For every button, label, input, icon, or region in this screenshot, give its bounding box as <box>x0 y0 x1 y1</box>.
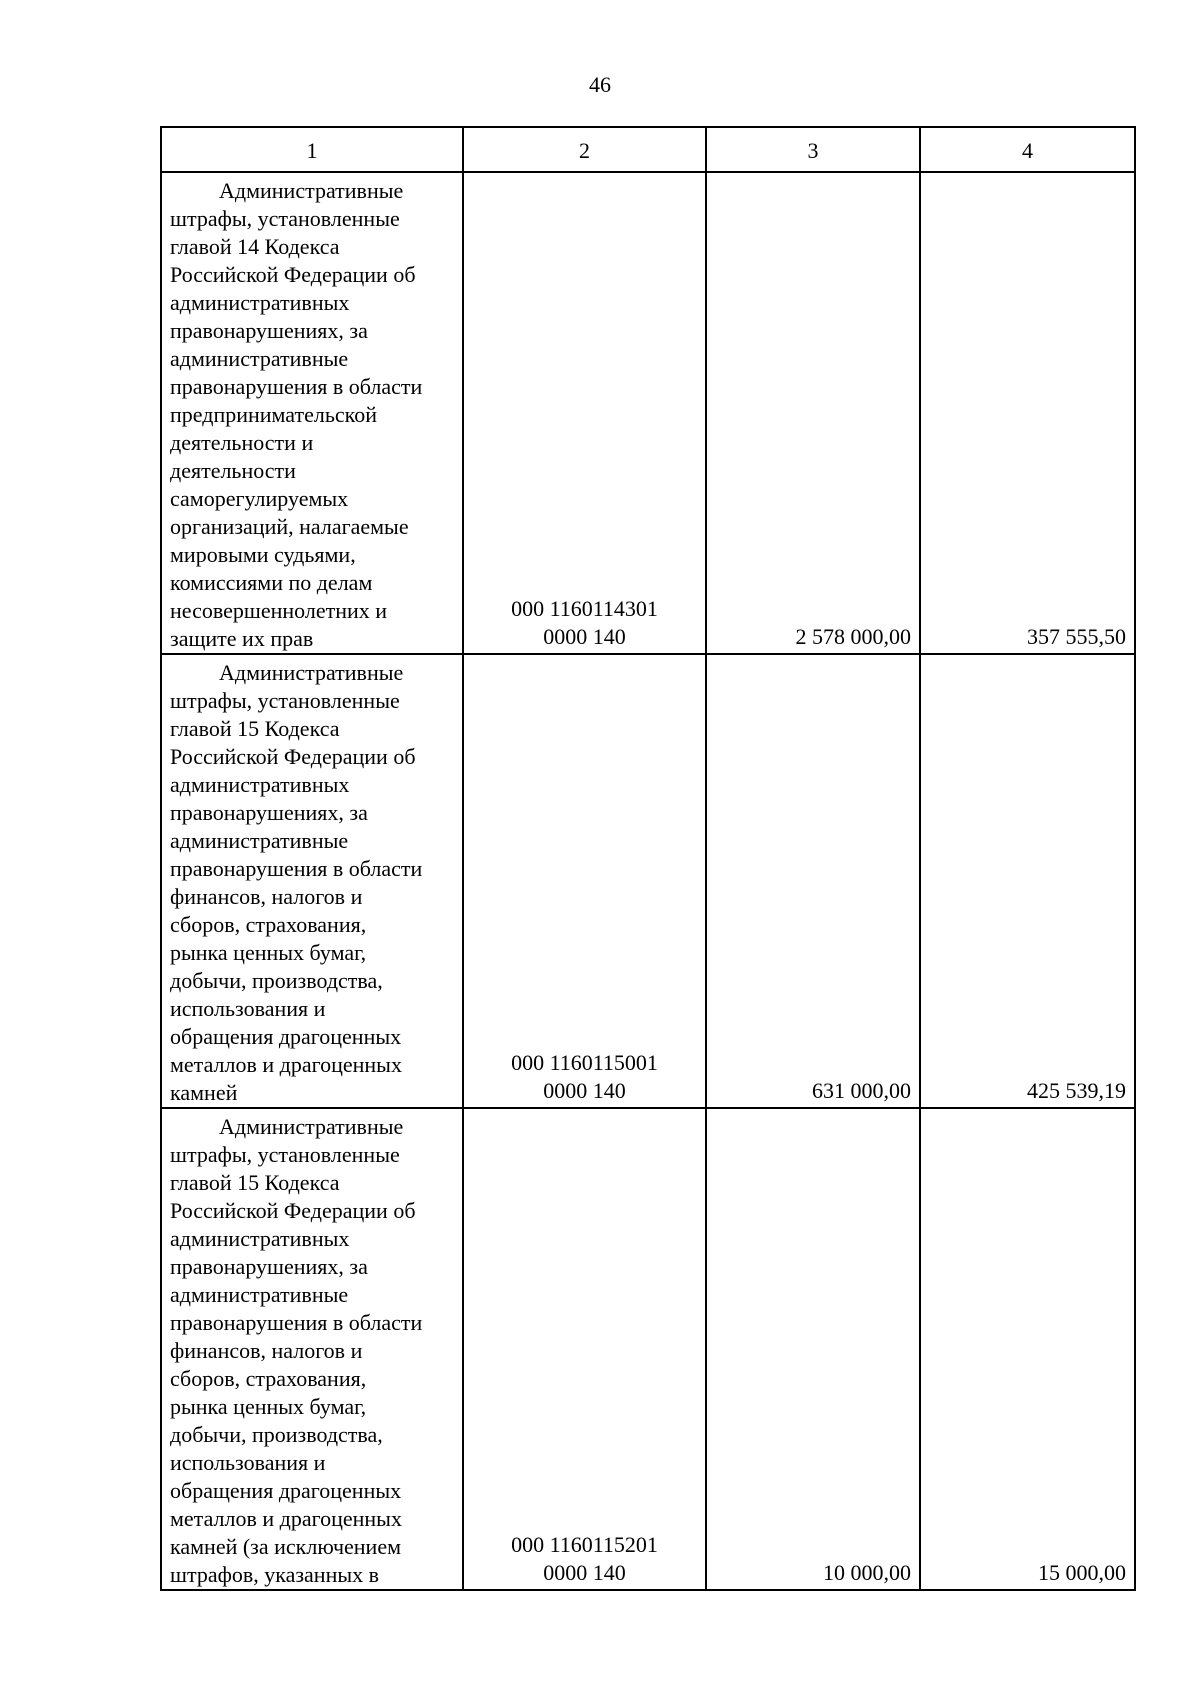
code-text: 000 1160115201 0000 140 <box>511 1532 658 1585</box>
budget-table <box>160 126 1136 1591</box>
code-cell <box>463 1108 706 1590</box>
value-col4-cell: 357 555,50 <box>920 172 1135 654</box>
description-text: Административные штрафы, установленные главой 15 Кодекса Российской Федерации об административных правонарушениях, за административные правонарушения в области финансов, налогов и сборов, страхования, рынка ценных бумаг, добычи, производства, использования и обращения драгоценных металлов и драгоценных камней <box>170 660 423 1105</box>
table-header-row <box>161 127 1135 172</box>
description-text: Административные штрафы, установленные главой 15 Кодекса Российской Федерации об административных правонарушениях, за административные правонарушения в области финансов, налогов и сборов, страхования, рынка ценных бумаг, добычи, производства, использования и обращения драгоценных металлов и драгоценных камней (за исключением штрафов, указанных в <box>170 1114 423 1587</box>
description-cell <box>161 654 463 1108</box>
table-row <box>161 654 1135 1108</box>
value-col3-cell: 631 000,00 <box>706 654 920 1108</box>
column-header-2: 2 <box>463 127 706 172</box>
value-col4-cell: 425 539,19 <box>920 654 1135 1108</box>
code-cell <box>463 172 706 654</box>
description-cell <box>161 1108 463 1590</box>
description-cell <box>161 172 463 654</box>
column-header-3: 3 <box>706 127 920 172</box>
code-text: 000 1160115001 0000 140 <box>511 1050 658 1103</box>
code-cell <box>463 654 706 1108</box>
description-text: Административные штрафы, установленные главой 14 Кодекса Российской Федерации об административных правонарушениях, за административные правонарушения в области предпринимательской деятельности и деятельности саморегулируемых организаций, налагаемые мировыми судьями, комиссиями по делам несовершеннолетних и защите их прав <box>170 178 423 651</box>
value-col4-cell: 15 000,00 <box>920 1108 1135 1590</box>
value-col3-cell: 2 578 000,00 <box>706 172 920 654</box>
page-number: 46 <box>589 72 611 97</box>
table-row <box>161 1108 1135 1590</box>
column-header-4: 4 <box>920 127 1135 172</box>
column-header-1: 1 <box>161 127 463 172</box>
code-text: 000 1160114301 0000 140 <box>511 596 658 649</box>
table-row <box>161 172 1135 654</box>
value-col3-cell: 10 000,00 <box>706 1108 920 1590</box>
